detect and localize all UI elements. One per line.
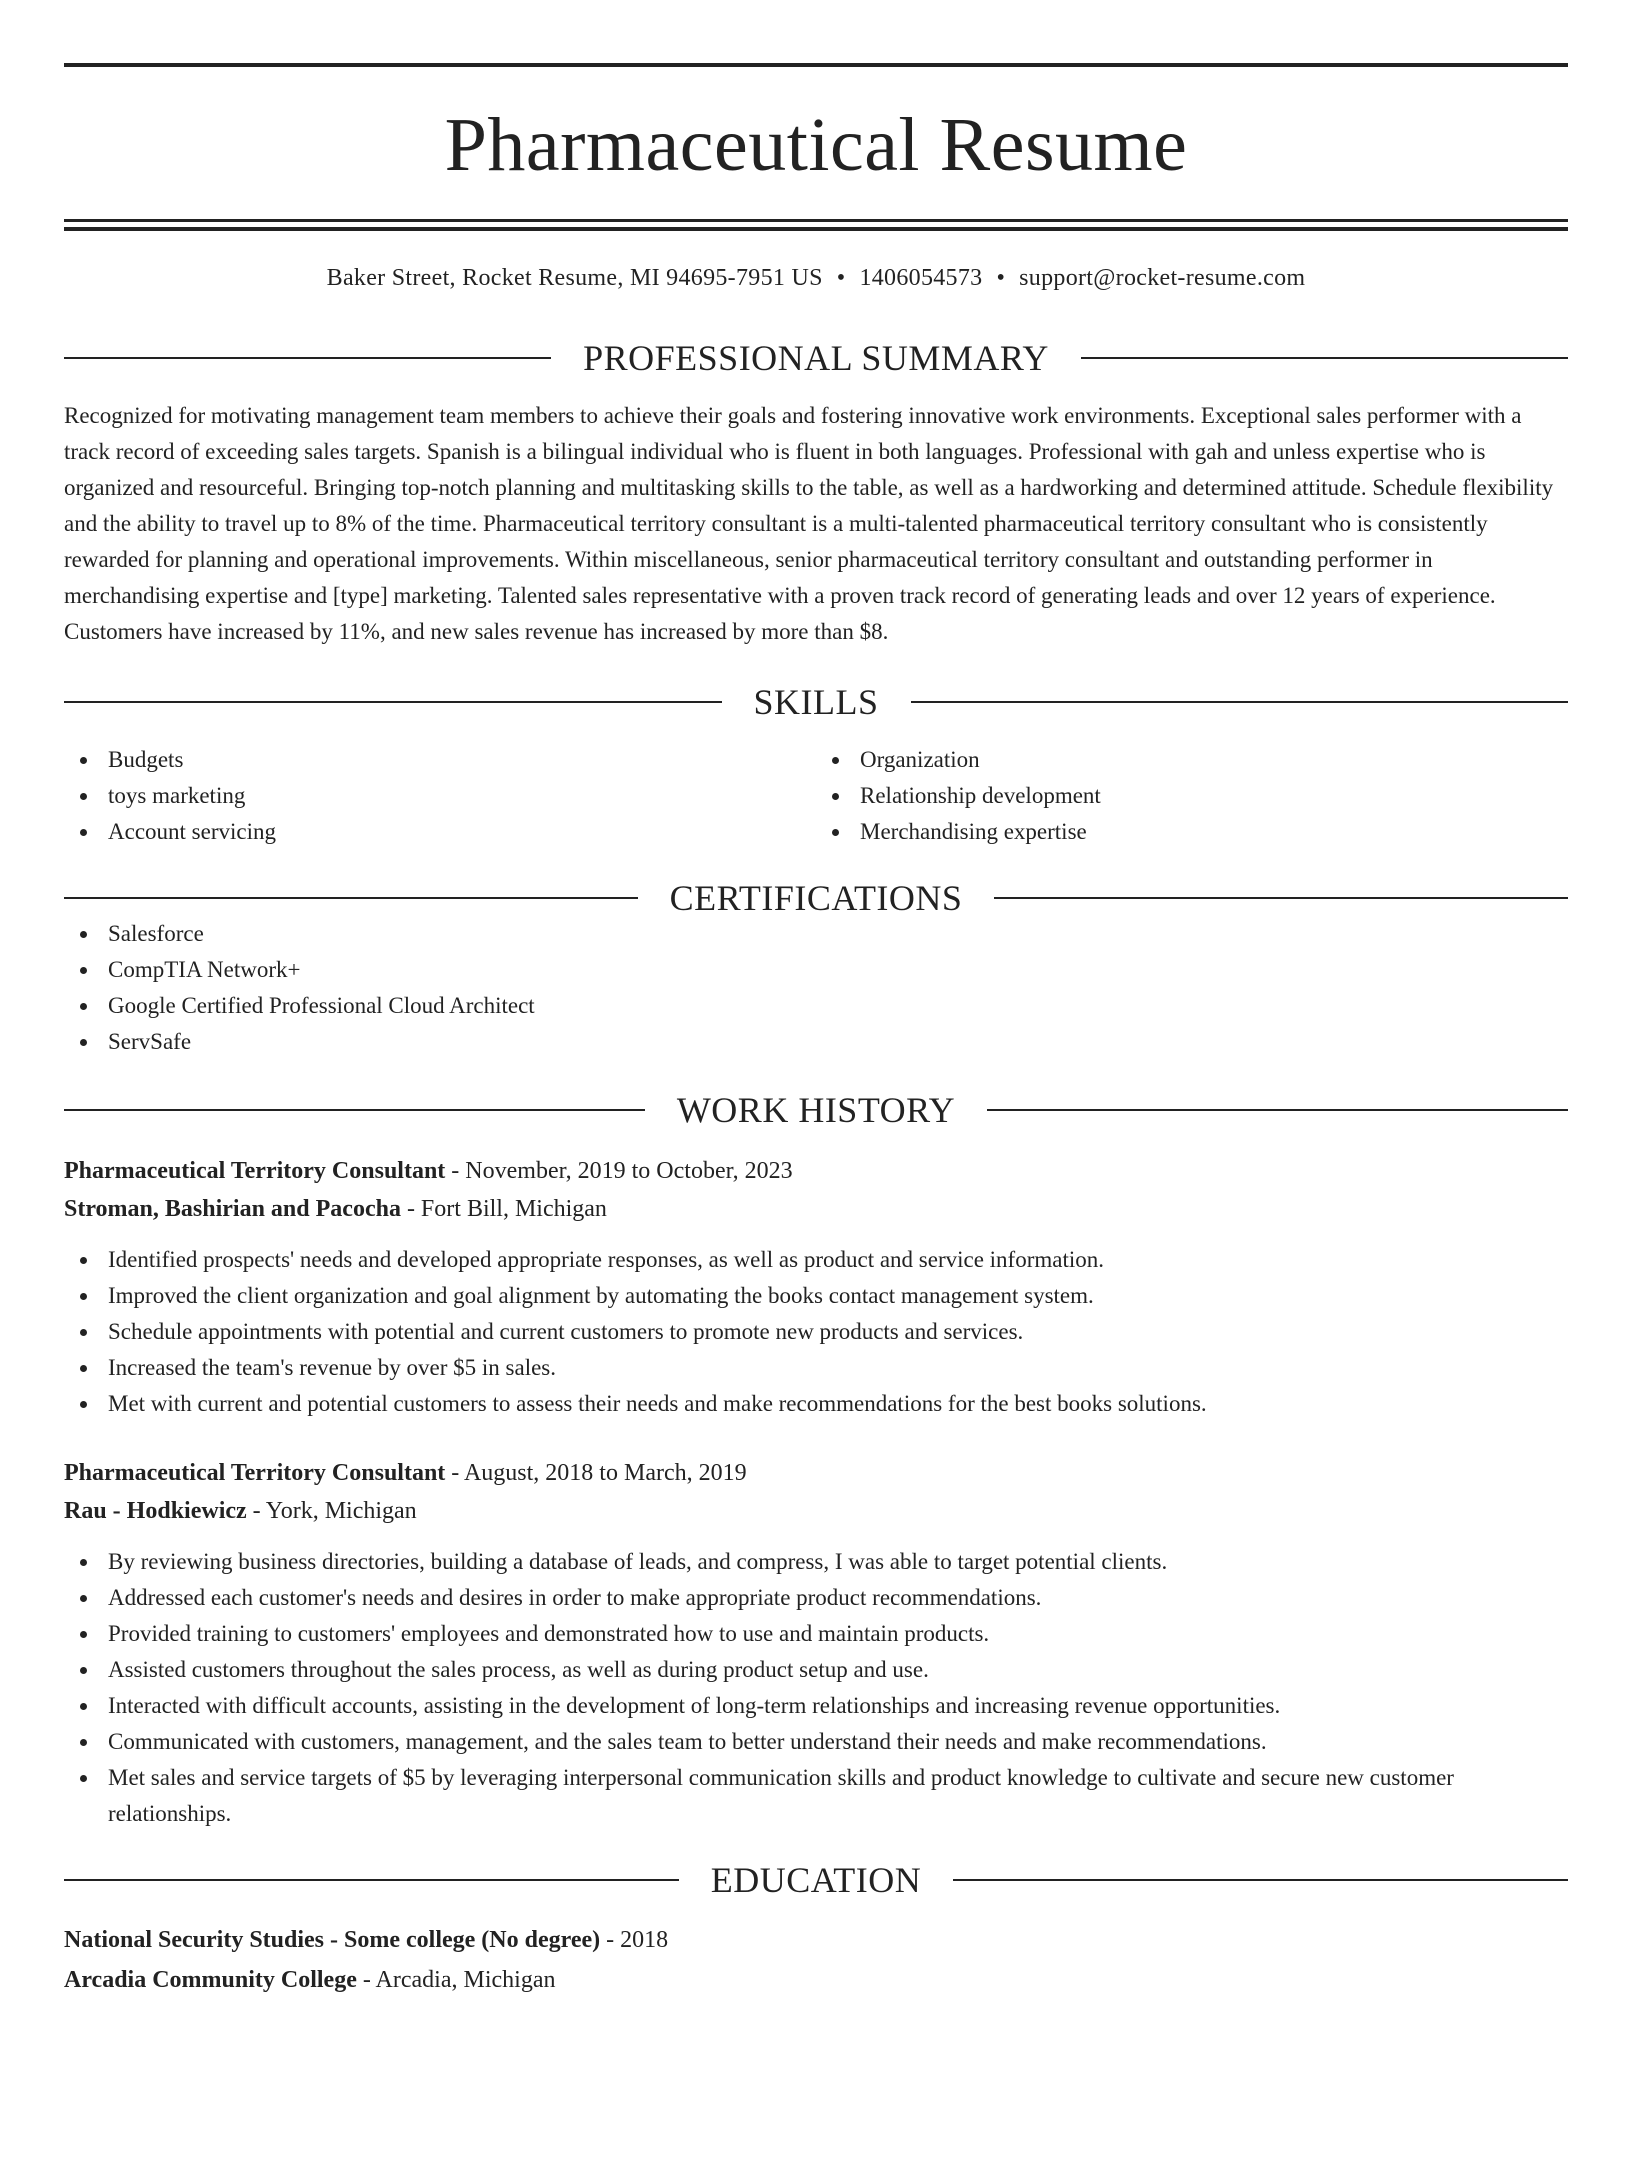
skill-item: Budgets: [64, 742, 816, 778]
job-bullets: [64, 1544, 1568, 1832]
job-title: Pharmaceutical Territory Consultant: [64, 1460, 446, 1486]
section-title: SKILLS: [753, 682, 879, 722]
skills-columns: [64, 742, 1568, 850]
job-bullet: Identified prospects' needs and developed appropriate responses, as well as product and service information.: [64, 1242, 1568, 1278]
education-year: - 2018: [600, 1927, 669, 1953]
heading-rule: [994, 897, 1568, 899]
job-bullet: Addressed each customer's needs and desires in order to make appropriate product recommendations.: [64, 1580, 1568, 1616]
resume-page: [0, 63, 1632, 2175]
certifications-list: [64, 916, 1568, 1060]
education-location: - Arcadia, Michigan: [356, 1967, 556, 1993]
certification-item: Salesforce: [64, 916, 1568, 952]
heading-rule: [64, 1879, 679, 1881]
job-bullet: Provided training to customers' employees and demonstrated how to use and maintain products.: [64, 1616, 1568, 1652]
section-title: PROFESSIONAL SUMMARY: [583, 338, 1049, 378]
certification-item: Google Certified Professional Cloud Architect: [64, 988, 1568, 1024]
section-heading-skills: [64, 684, 1568, 720]
job-company: Rau - Hodkiewicz: [64, 1498, 247, 1524]
education-school: Arcadia Community College: [64, 1967, 357, 1993]
heading-rule: [64, 357, 551, 359]
job-location: - Fort Bill, Michigan: [400, 1196, 607, 1222]
skill-item: Merchandising expertise: [816, 814, 1568, 850]
job-title-line: [64, 1152, 1568, 1190]
skill-item: Relationship development: [816, 778, 1568, 814]
section-title: CERTIFICATIONS: [669, 878, 963, 918]
heading-rule: [987, 1109, 1568, 1111]
job-bullet: Schedule appointments with potential and current customers to promote new products and services.: [64, 1314, 1568, 1350]
job-bullet: By reviewing business directories, building a database of leads, and compress, I was able to target potential clients.: [64, 1544, 1568, 1580]
education-school-line: [64, 1960, 1568, 2000]
certification-item: ServSafe: [64, 1024, 1568, 1060]
education-degree: National Security Studies - Some college (No degree): [64, 1927, 601, 1953]
education-entry: [64, 1920, 1568, 2000]
resume-title: Pharmaceutical Resume: [444, 103, 1188, 187]
education-degree-line: [64, 1920, 1568, 1960]
heading-rule: [64, 1109, 645, 1111]
title-double-rule: [64, 219, 1568, 231]
skill-item: Account servicing: [64, 814, 816, 850]
job-dates: - August, 2018 to March, 2019: [445, 1460, 747, 1486]
job-company-line: [64, 1190, 1568, 1228]
section-title: WORK HISTORY: [676, 1090, 956, 1130]
summary-text: Recognized for motivating management team members to achieve their goals and fostering innovative work environments. Exceptional sales performer with a track record of exceeding sales targets. Spanish is a bilingual individual who is fluent in both languages. Professional with gah and unless expertise who is organized and resourceful. Bringing top-notch planning and multitasking skills to the table, as well as a hardworking and determined attitude. Schedule flexibility and the ability to travel up to 8% of the time. Pharmaceutical territory consultant is a multi-talented pharmaceutical territory consultant who is consistently rewarded for planning and operational improvements. Within miscellaneous, senior pharmaceutical territory consultant and outstanding performer in merchandising expertise and [type] marketing. Talented sales representative with a proven track record of generating leads and over 12 years of experience. Customers have increased by 11%, and new sales revenue has increased by more than $8.: [64, 403, 1554, 644]
job-bullet: Improved the client organization and goal alignment by automating the books contact management system.: [64, 1278, 1568, 1314]
heading-rule: [1081, 357, 1568, 359]
contact-email: support@rocket-resume.com: [1019, 265, 1306, 291]
section-heading-summary: [64, 340, 1568, 376]
job-entry: [64, 1152, 1568, 1422]
job-dates: - November, 2019 to October, 2023: [445, 1158, 793, 1184]
heading-rule: [64, 701, 722, 703]
contact-line: [64, 266, 1568, 290]
skills-list-left: [64, 742, 816, 850]
contact-phone: 1406054573: [859, 265, 983, 291]
contact-address: Baker Street, Rocket Resume, MI 94695-7951 US: [326, 265, 823, 291]
top-rule: [64, 63, 1568, 67]
heading-rule: [953, 1879, 1568, 1881]
contact-separator: •: [996, 265, 1006, 291]
job-bullet: Met sales and service targets of $5 by leveraging interpersonal communication skills and product knowledge to cultivate and secure new customer relationships.: [64, 1760, 1568, 1832]
job-bullet: Met with current and potential customers to assess their needs and make recommendations for the best books solutions.: [64, 1386, 1568, 1422]
certification-item: CompTIA Network+: [64, 952, 1568, 988]
job-bullet: Increased the team's revenue by over $5 in sales.: [64, 1350, 1568, 1386]
job-company: Stroman, Bashirian and Pacocha: [64, 1196, 401, 1222]
skills-list-right: [816, 742, 1568, 850]
section-heading-certifications: [64, 880, 1568, 916]
heading-rule: [911, 701, 1569, 703]
skill-item: Organization: [816, 742, 1568, 778]
job-title-line: [64, 1454, 1568, 1492]
job-location: - York, Michigan: [246, 1498, 417, 1524]
job-title: Pharmaceutical Territory Consultant: [64, 1158, 446, 1184]
section-heading-education: [64, 1862, 1568, 1898]
job-bullet: Assisted customers throughout the sales process, as well as during product setup and use.: [64, 1652, 1568, 1688]
contact-separator: •: [836, 265, 846, 291]
job-bullet: Interacted with difficult accounts, assisting in the development of long-term relationships and increasing revenue opportunities.: [64, 1688, 1568, 1724]
job-company-line: [64, 1492, 1568, 1530]
job-bullets: [64, 1242, 1568, 1422]
section-heading-work-history: [64, 1092, 1568, 1128]
job-entry: [64, 1454, 1568, 1832]
skill-item: toys marketing: [64, 778, 816, 814]
heading-rule: [64, 897, 638, 899]
section-title: EDUCATION: [710, 1860, 922, 1900]
job-bullet: Communicated with customers, management, and the sales team to better understand their needs and make recommendations.: [64, 1724, 1568, 1760]
